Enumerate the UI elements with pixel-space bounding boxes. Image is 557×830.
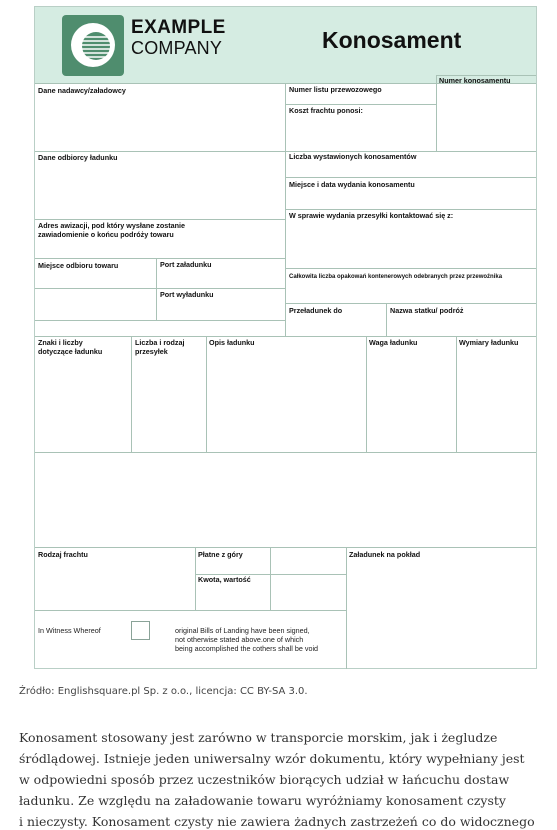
paragraph-line: śródlądowej. Istnieje jeden uniwersalny wzór dokumentu, który wypełniany jest xyxy=(19,751,525,766)
label-liczba-rodzaj-1: Liczba i rodzaj xyxy=(135,338,185,347)
grid-line xyxy=(285,303,536,304)
label-dane-odbiorcy: Dane odbiorcy ładunku xyxy=(38,153,118,162)
document-title: Konosament xyxy=(322,27,462,53)
grid-line xyxy=(35,219,285,220)
article-paragraph xyxy=(19,727,539,830)
witness-checkbox[interactable] xyxy=(131,621,150,640)
grid-line xyxy=(285,177,536,178)
label-adres-awizacji-1: Adres awizacji, pod który wysłane zostanie xyxy=(38,221,185,230)
grid-line xyxy=(35,320,285,321)
grid-line xyxy=(35,151,536,152)
grid-line xyxy=(346,547,347,669)
label-opis: Opis ładunku xyxy=(209,338,255,347)
label-miejsce-odbioru: Miejsce odbioru towaru xyxy=(38,261,119,270)
original-text-1: original Bills of Landing have been signed, xyxy=(175,626,310,635)
company-name-line2: COMPANY xyxy=(131,38,223,58)
paragraph-line: Konosament stosowany jest zarówno w transporcie morskim, jak i żegludze xyxy=(19,730,498,745)
label-port-zaladunku: Port załadunku xyxy=(160,260,212,269)
label-numer-konosamentu: Numer konosamentu xyxy=(439,76,511,85)
grid-line xyxy=(156,258,157,320)
grid-line xyxy=(270,547,271,610)
grid-line xyxy=(386,303,387,337)
label-koszt-frachtu: Koszt frachtu ponosi: xyxy=(289,106,363,115)
grid-line xyxy=(285,83,286,337)
original-text-2: not otherwise stated above.one of which xyxy=(175,635,304,644)
grid-line xyxy=(35,547,536,548)
grid-line xyxy=(195,547,196,610)
paragraph-line: w odpowiedni sposób przez uczestników biorących udział w łańcuchu dostaw xyxy=(19,772,510,787)
label-znaki-1: Znaki i liczby xyxy=(38,338,83,347)
label-kontakt: W sprawie wydania przesyłki kontaktować się z: xyxy=(289,211,454,220)
grid-line xyxy=(35,288,285,289)
label-platne-z-gory: Płatne z góry xyxy=(198,550,243,559)
label-rodzaj-frachtu: Rodzaj frachtu xyxy=(38,550,88,559)
grid-line xyxy=(366,336,367,452)
label-liczba-konosamentow: Liczba wystawionych konosamentów xyxy=(289,152,417,161)
label-waga: Waga ładunku xyxy=(369,338,418,347)
form-header xyxy=(35,7,536,83)
company-name-line1: EXAMPLE xyxy=(131,17,226,38)
paragraph-line: i nieczysty. Konosament czysty nie zawiera żadnych zastrzeżeń co do widocznego xyxy=(19,814,535,829)
grid-line xyxy=(285,104,436,105)
grid-line xyxy=(35,610,346,611)
grid-line xyxy=(131,336,132,452)
label-zaladunek-na-poklad: Załadunek na pokład xyxy=(349,550,421,559)
label-kwota: Kwota, wartość xyxy=(198,575,251,584)
grid-line xyxy=(35,258,285,259)
label-przeladunek: Przeładunek do xyxy=(289,306,343,315)
grid-line xyxy=(456,336,457,452)
label-numer-listu: Numer listu przewozowego xyxy=(289,85,382,94)
original-text-3: being accomplished the cothers shall be void xyxy=(175,644,319,653)
label-dane-nadawcy: Dane nadawcy/załadowcy xyxy=(38,86,126,95)
label-nazwa-statku: Nazwa statku/ podróż xyxy=(390,306,464,315)
label-adres-awizacji-2: zawiadomienie o końcu podróży towaru xyxy=(38,230,174,239)
label-calkowita-liczba: Całkowita liczba opakowań kontenerowych odebranych przez przewoźnika xyxy=(289,274,503,280)
witness-text: In Witness Whereof xyxy=(38,626,101,635)
label-wymiary: Wymiary ładunku xyxy=(459,338,519,347)
label-miejsce-data: Miejsce i data wydania konosamentu xyxy=(289,180,415,189)
grid-line xyxy=(35,336,536,337)
label-znaki-2: dotyczące ładunku xyxy=(38,347,103,356)
bill-of-lading-form xyxy=(34,6,537,669)
company-logo-icon xyxy=(62,15,124,76)
label-port-wyladunku: Port wyładunku xyxy=(160,290,214,299)
grid-line xyxy=(206,336,207,452)
grid-line xyxy=(35,452,536,453)
grid-line xyxy=(285,209,536,210)
image-caption: Źródło: Englishsquare.pl Sp. z o.o., licencja: CC BY-SA 3.0. xyxy=(19,686,308,697)
grid-line xyxy=(436,75,437,151)
label-liczba-rodzaj-2: przesyłek xyxy=(135,347,168,356)
grid-line xyxy=(285,268,536,269)
paragraph-line: ładunku. Ze względu na załadowanie towaru wyróżniamy konosament czysty xyxy=(19,793,506,808)
